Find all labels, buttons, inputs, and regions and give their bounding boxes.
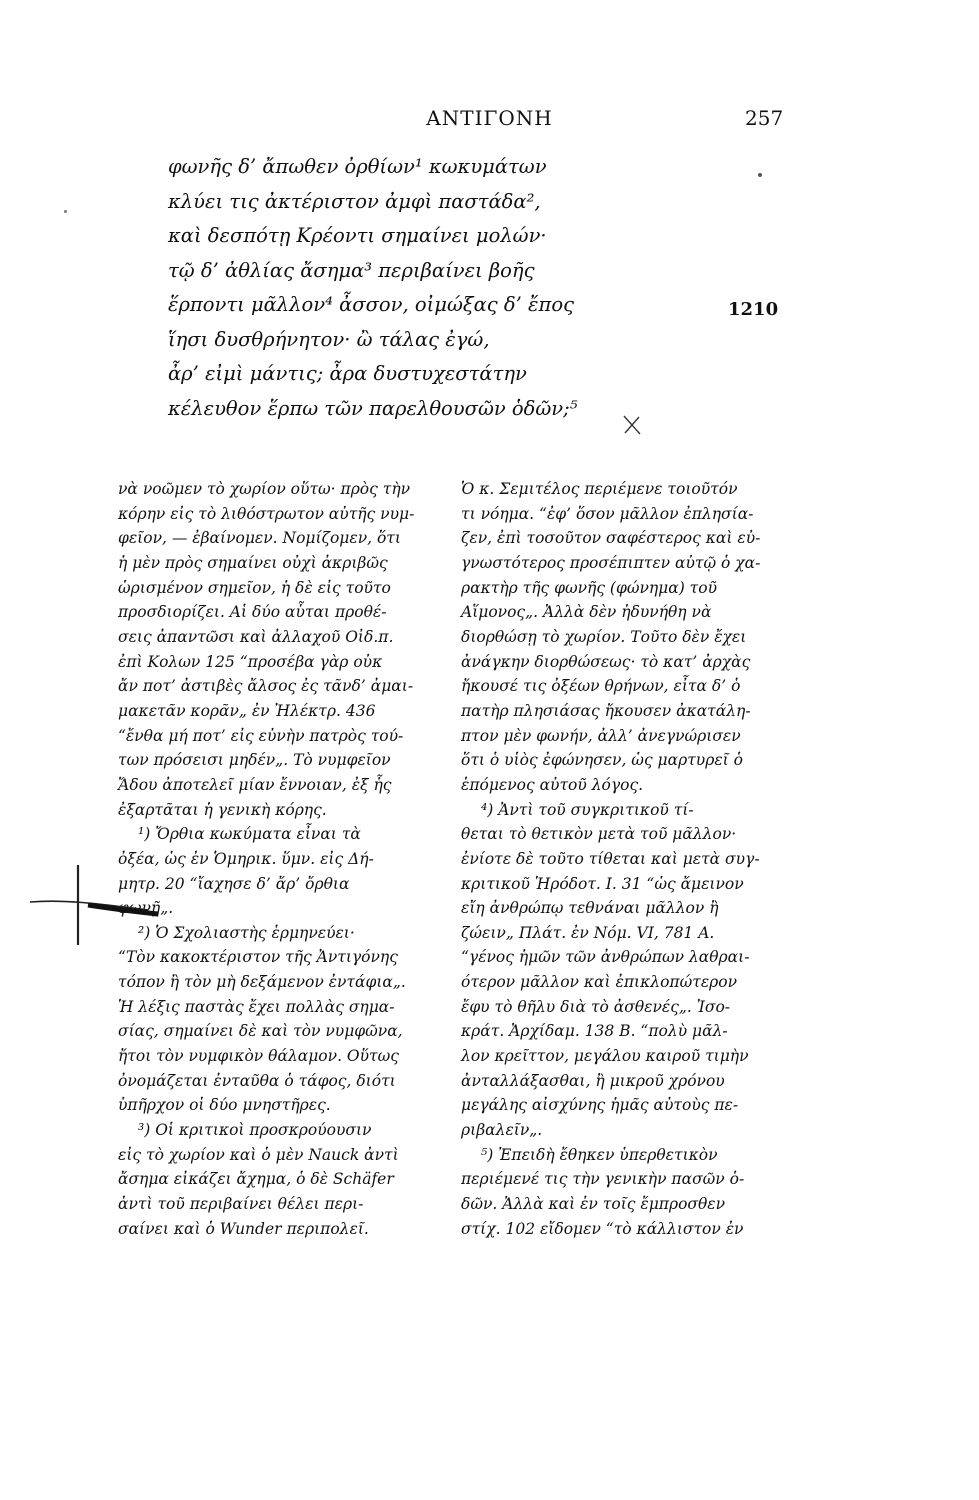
note-line: ἐπὶ Κολων 125 “προσέβα γὰρ οὐκ [118, 652, 383, 671]
note-line: πτον μὲν φωνήν, ἀλλ’ ἀνεγνώρισεν [461, 726, 741, 745]
note-line: ὀξέα, ὡς ἐν Ὁμηρικ. ὕμν. εἰς Δή- [118, 849, 374, 868]
note-line: ἀντὶ τοῦ περιβαίνει θέλει περι- [118, 1195, 364, 1214]
note-line: γνωστότερος προσέπιπτεν αὐτῷ ὁ χα- [461, 553, 761, 572]
verse-line: ἆρ’ εἰμὶ μάντις; ἆρα δυστυχεστάτην [168, 362, 527, 385]
speck-mark [757, 172, 763, 178]
verse-line: ἵησι δυσθρήνητον· ὢ τάλας ἐγώ, [168, 327, 490, 351]
note-line: μακετᾶν κορᾶν„ ἐν Ἠλέκτρ. 436 [118, 701, 376, 720]
note-line: Ἡ λέξις παστὰς ἔχει πολλὰς σημα- [118, 997, 395, 1016]
note-line: προσδιορίζει. Αἱ δύο αὗται προθέ- [118, 603, 387, 622]
note-line: πατὴρ πλησιάσας ἤκουσεν ἀκατάλη- [461, 701, 751, 720]
note-line: θεται τὸ θετικὸν μετὰ τοῦ μᾶλλον· [461, 825, 737, 844]
note-line: ἤκουσέ τις ὀξέων θρήνων, εἶτα δ’ ὁ [461, 677, 741, 696]
note-line: κόρην εἰς τὸ λιθόστρωτον αὐτῆς νυμ- [118, 504, 415, 523]
note-line: σαίνει καὶ ὁ Wunder περιπολεῖ. [118, 1219, 369, 1238]
note-line: ἀνταλλάξασθαι, ἢ μικροῦ χρόνου [461, 1071, 725, 1090]
note-line: κράτ. Ἀρχίδαμ. 138 Β. “πολὺ μᾶλ- [461, 1022, 728, 1041]
note-line: σίας, σημαίνει δὲ καὶ τὸν νυμφῶνα, [118, 1022, 403, 1041]
note-line: ὡρισμένον σημεῖον, ἡ δὲ εἰς τοῦτο [118, 578, 391, 597]
note-line: μητρ. 20 “ἴαχησε δ’ ἄρ’ ὄρθια [118, 874, 350, 893]
note-line: λον κρεῖττον, μεγάλου καιροῦ τιμὴν [461, 1047, 749, 1066]
note-line: τόπον ἢ τὸν μὴ δεξάμενον ἐντάφια„. [118, 973, 406, 992]
running-title: ΑΝΤΙΓΟΝΗ [426, 106, 553, 130]
footnote-4-start: ⁴) Ἀντὶ τοῦ συγκριτικοῦ τί- [481, 800, 694, 819]
note-line: των πρόσεισι μηδέν„. Τὸ νυμφεῖον [118, 751, 391, 770]
note-line: κριτικοῦ Ἡρόδοτ. Ι. 31 “ὡς ἄμεινον [461, 874, 744, 893]
note-line: στίχ. 102 εἴδομεν “τὸ κάλλιστον ἐν [461, 1219, 744, 1238]
footnote-1-start: ¹) Ὄρθια κωκύματα εἶναι τὰ [138, 825, 361, 844]
verse-line: κλύει τις ἀκτέριστον ἀμφὶ παστάδα², [168, 189, 541, 213]
note-line: ἀνάγκην διορθώσεως· τὸ κατ’ ἀρχὰς [461, 652, 751, 671]
verse-block [168, 150, 668, 426]
note-line: ζεν, ἐπὶ τοσοῦτον σαφέστερος καὶ εὐ- [461, 529, 761, 548]
note-line: σεις ἀπαντῶσι καὶ ἀλλαχοῦ Οἰδ.π. [118, 627, 394, 646]
note-line: ζώειν„ Πλάτ. ἐν Νόμ. VI, 781 Α. [461, 923, 715, 942]
note-line: ἄν ποτ’ ἀστιβὲς ἄλσος ἐς τᾶνδ’ ἀμαι- [118, 677, 414, 696]
speck-mark [63, 209, 68, 214]
note-line: ἔφυ τὸ θῆλυ διὰ τὸ ἀσθενές„. Ἰσο- [461, 997, 731, 1016]
note-line: ότερον μᾶλλον καὶ ἐπικλοπώτερον [461, 973, 738, 992]
footnote-2-start: ²) Ὁ Σχολιαστὴς ἑρμηνεύει· [138, 923, 355, 942]
verse-line: καὶ δεσπότῃ Κρέοντι σημαίνει μολών· [168, 224, 547, 247]
note-line: εἴη ἀνθρώπῳ τεθνάναι μᾶλλον ἢ [461, 899, 719, 918]
verse-line: τῷ δ’ ἀθλίας ἄσημα³ περιβαίνει βοῆς [168, 258, 535, 282]
note-line: ἄσημα εἰκάζει ἄχημα, ὁ δὲ Schäfer [118, 1170, 394, 1189]
note-line: νὰ νοῶμεν τὸ χωρίον οὕτω· πρὸς τὴν [118, 480, 411, 498]
margin-pen-mark [28, 855, 168, 955]
footnote-5-start: ⁵) Ἐπειδὴ ἔθηκεν ὑπερθετικὸν [481, 1145, 718, 1164]
page-number: 257 [745, 106, 784, 130]
note-line: ρακτὴρ τῆς φωνῆς (φώνημα) τοῦ [461, 578, 718, 597]
note-line: περιέμενέ τις τὴν γενικὴν πασῶν ὁ- [461, 1170, 745, 1189]
note-line: Ἄδου ἀποτελεῖ μίαν ἔννοιαν, ἐξ ἧς [118, 775, 392, 794]
note-line: Ὁ κ. Σεμιτέλος περιέμενε τοιοῦτόν [461, 480, 738, 498]
verse-line: ἕρποντι μᾶλλον⁴ ἆσσον, οἰμώξας δ’ ἔπος [168, 293, 574, 316]
note-line: “ἔνθα μή ποτ’ εἰς εὐνὴν πατρὸς τού- [118, 726, 404, 745]
footnote-3-start: ³) Οἱ κριτικοὶ προσκρούουσιν [138, 1121, 372, 1140]
verse-line: κέλευθον ἕρπω τῶν παρελθουσῶν ὁδῶν;⁵ [168, 396, 578, 420]
note-line: ὑπῆρχον οἱ δύο μνηστῆρες. [118, 1096, 331, 1115]
note-line: δῶν. Ἀλλὰ καὶ ἐν τοῖς ἔμπροσθεν [461, 1195, 726, 1214]
note-line: “Τὸν κακοκτέριστον τῆς Ἀντιγόνης [118, 948, 398, 967]
note-line: τι νόημα. “ἐφ’ ὅσον μᾶλλον ἐπλησία- [461, 504, 754, 523]
note-line: ὅτι ὁ υἱὸς ἐφώνησεν, ὡς μαρτυρεῖ ὁ [461, 751, 743, 770]
line-number: 1210 [728, 299, 779, 320]
note-line: μεγάλης αἰσχύνης ἡμᾶς αὐτοὺς πε- [461, 1096, 739, 1115]
verse-line: φωνῆς δ’ ἄπωθεν ὀρθίων¹ κωκυμάτων [168, 155, 547, 178]
note-line: εἰς τὸ χωρίον καὶ ὁ μὲν Nauck ἀντὶ [118, 1145, 399, 1164]
note-line: ἤτοι τὸν νυμφικὸν θάλαμον. Οὕτως [118, 1047, 399, 1066]
note-line: ριβαλεῖν„. [461, 1121, 543, 1140]
note-line: ἑπόμενος αὐτοῦ λόγος. [461, 775, 644, 794]
note-line: “γένος ἡμῶν τῶν ἀνθρώπων λαθραι- [461, 948, 750, 967]
note-line: φωνῇ„. [118, 899, 174, 918]
handwritten-x-mark [621, 414, 643, 436]
note-line: φεῖον, — ἐβαίνομεν. Νομίζομεν, ὅτι [118, 529, 401, 548]
notes-right-column [461, 477, 791, 1241]
note-line: ἡ μὲν πρὸς σημαίνει οὐχὶ ἀκριβῶς [118, 553, 388, 572]
note-line: ὀνομάζεται ἐνταῦθα ὁ τάφος, διότι [118, 1071, 396, 1090]
note-line: ἐνίοτε δὲ τοῦτο τίθεται καὶ μετὰ συγ- [461, 849, 760, 868]
note-line: Αἵμονος„. Ἀλλὰ δὲν ἠδυνήθη νὰ [461, 603, 712, 622]
note-line: ἐξαρτᾶται ἡ γενικὴ κόρης. [118, 800, 327, 819]
note-line: διορθώσῃ τὸ χωρίον. Τοῦτο δὲν ἔχει [461, 627, 747, 646]
